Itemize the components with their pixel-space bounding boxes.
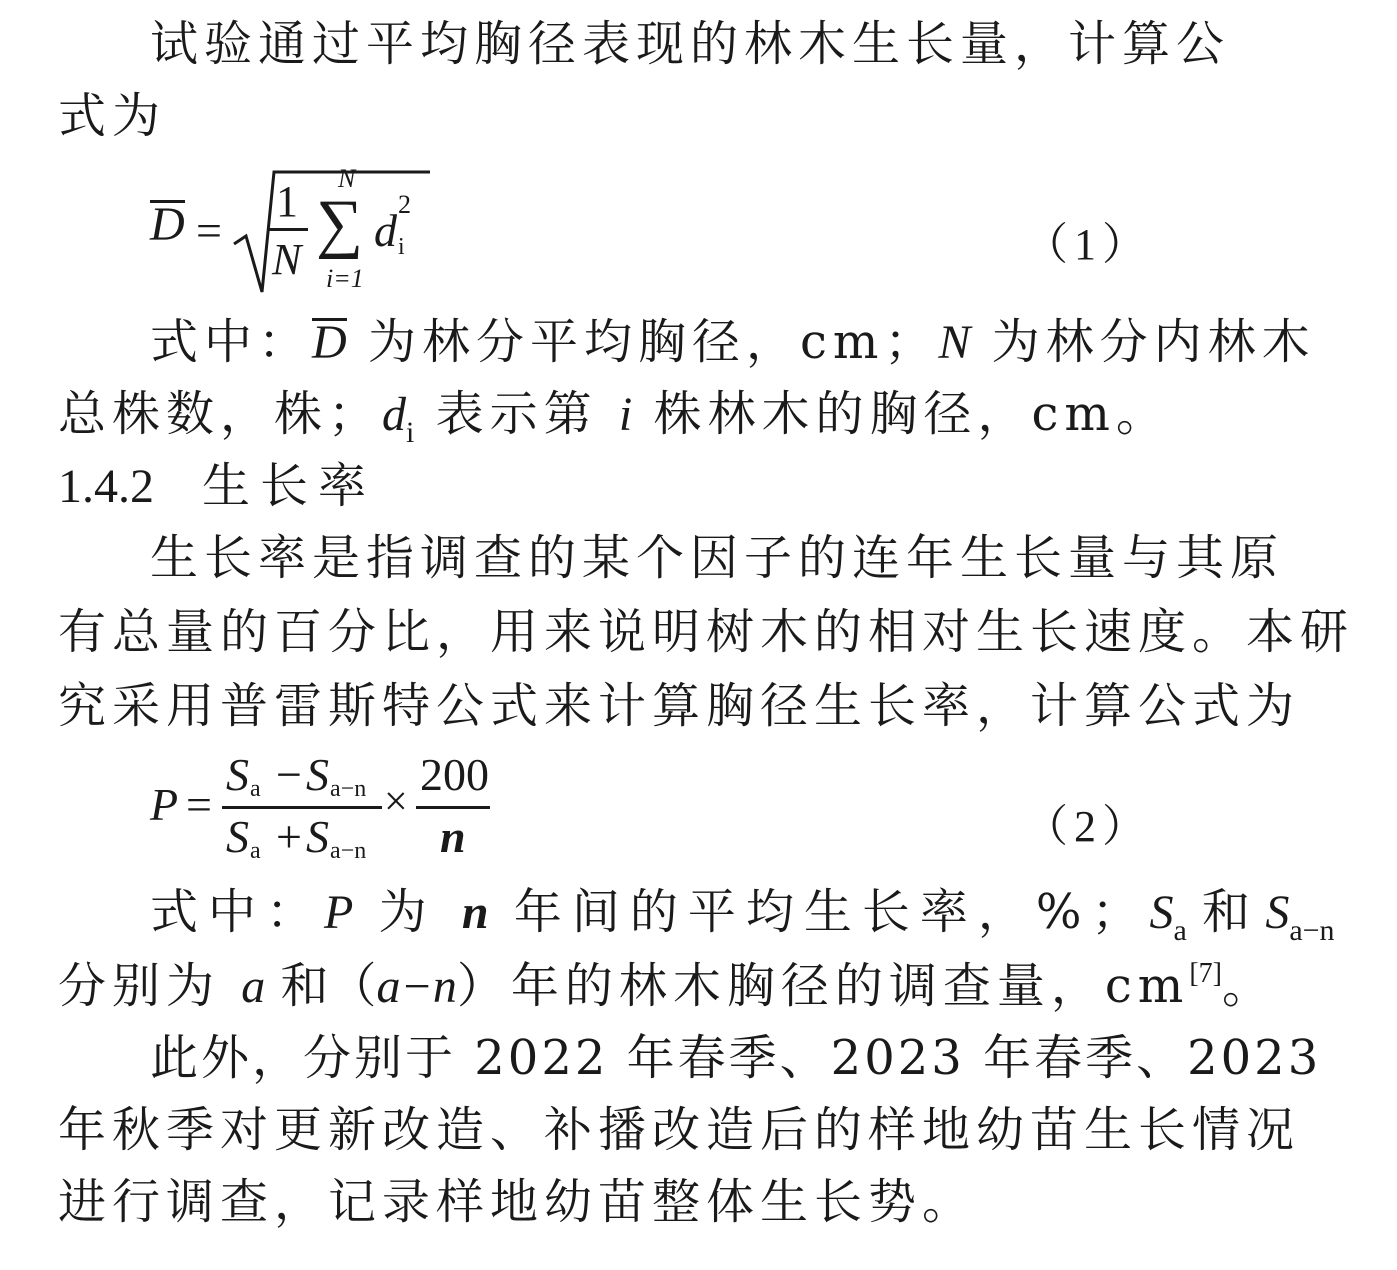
text-span: 进行调查，记录样地幼苗整体生长势。 <box>58 1174 977 1230</box>
var-s: S <box>1149 886 1174 939</box>
eq-equals: = <box>186 779 212 830</box>
eq-den-s1-sub: a <box>250 838 261 864</box>
text-span: 年秋季对更新改造、补播改造后的样地幼苗生长情况 <box>58 1102 1301 1158</box>
eq-variable-p: P <box>150 779 179 830</box>
var-p: P <box>324 886 354 939</box>
text-span: 式为 <box>58 88 167 144</box>
section-title: 生长率 <box>202 458 377 514</box>
citation-link[interactable]: [7] <box>1189 958 1222 989</box>
text-span: 式中： <box>150 314 313 370</box>
text-span: 分别为 <box>58 958 242 1014</box>
var-dbar: D <box>312 316 347 369</box>
text-span: 生长率是指调查的某个因子的连年生长量与其原 <box>150 530 1285 586</box>
text-span: 试验通过平均胸径表现的林木生长量，计算公 <box>150 16 1231 72</box>
var-a: a <box>241 960 266 1013</box>
fraction-bar <box>416 806 490 809</box>
fraction-bar <box>268 228 308 231</box>
text-span: 究采用普雷斯特公式来计算胸径生长率，计算公式为 <box>58 678 1301 734</box>
var-s: S <box>1265 886 1290 939</box>
paragraph-line <box>150 1022 1397 1094</box>
subscript: i <box>406 416 415 449</box>
paragraph-line <box>58 1166 1305 1238</box>
paragraph-line <box>58 596 1355 668</box>
eq-den-s1: S <box>226 811 249 862</box>
equation-number: （2） <box>1024 802 1152 851</box>
var-n: N <box>938 316 971 369</box>
eq-num-s1: S <box>226 749 249 800</box>
eq-term-sup: 2 <box>398 190 411 219</box>
eq-frac-num: 1 <box>276 177 298 226</box>
paragraph-line <box>58 1094 1305 1166</box>
text-span: 为林分内林木 <box>970 314 1316 370</box>
section-heading <box>58 450 1305 523</box>
eq-variable-dbar: D <box>150 198 185 251</box>
paragraph-line <box>58 80 1305 152</box>
eq-num-op: − <box>276 749 302 800</box>
var-i: i <box>618 388 633 441</box>
text-span: ）年的林木胸径的调查量，cm <box>456 958 1190 1014</box>
text-span: 此外，分别于 2022 年春季、2023 年春季、2023 <box>150 1030 1322 1086</box>
definition-line <box>58 378 1305 457</box>
section-number: 1.4.2 <box>58 460 154 513</box>
eq-frac2-den: n <box>440 811 466 862</box>
text-span: 表示第 <box>414 386 619 442</box>
eq-equals: = <box>196 205 222 256</box>
text-span: 年间的平均生长率，%； <box>488 884 1150 940</box>
eq-frac-den: N <box>272 235 302 284</box>
text-span: 和 <box>1186 884 1266 940</box>
eq-times: × <box>384 779 408 825</box>
paragraph-line <box>58 670 1305 742</box>
text-span: 有总量的百分比，用来说明树木的相对生长速度。本研 <box>58 604 1355 660</box>
eq-frac2-num: 200 <box>420 749 489 800</box>
var-d: d <box>382 388 407 441</box>
eq-den-s2: S <box>306 811 329 862</box>
eq-term-sub: i <box>398 234 405 260</box>
text-span: 为林分平均胸径，cm； <box>346 314 939 370</box>
eq-term: d <box>374 205 397 256</box>
subscript: a <box>1173 914 1187 947</box>
paragraph-line <box>150 8 1397 80</box>
text-span: 和（ <box>265 958 377 1014</box>
paragraph-line <box>150 522 1397 594</box>
eq-num-s1-sub: a <box>250 776 261 802</box>
text-span: 为 <box>353 884 462 940</box>
definition-line <box>58 950 1305 1030</box>
sigma-icon: ∑ <box>316 187 364 260</box>
eq-sum-lower: i=1 <box>326 264 364 293</box>
fraction-bar <box>222 806 382 809</box>
eq-den-s2-sub: a−n <box>330 838 367 864</box>
eq-den-op: + <box>276 811 302 862</box>
equation-number: （1） <box>1024 220 1152 269</box>
subscript: a−n <box>1289 914 1335 947</box>
definition-line <box>150 876 1397 955</box>
eq-num-s2: S <box>306 749 329 800</box>
text-span: 式中： <box>150 884 325 940</box>
eq-sum-upper: N <box>338 164 356 193</box>
eq-num-s2-sub: a−n <box>330 776 367 802</box>
text-span: 。 <box>1221 958 1270 1014</box>
var-n: n <box>461 886 489 939</box>
definition-line <box>150 306 1397 379</box>
text-span: 株林木的胸径，cm。 <box>632 386 1170 442</box>
text-span: 总株数，株； <box>58 386 383 442</box>
var-a-minus-n: a−n <box>376 960 457 1013</box>
